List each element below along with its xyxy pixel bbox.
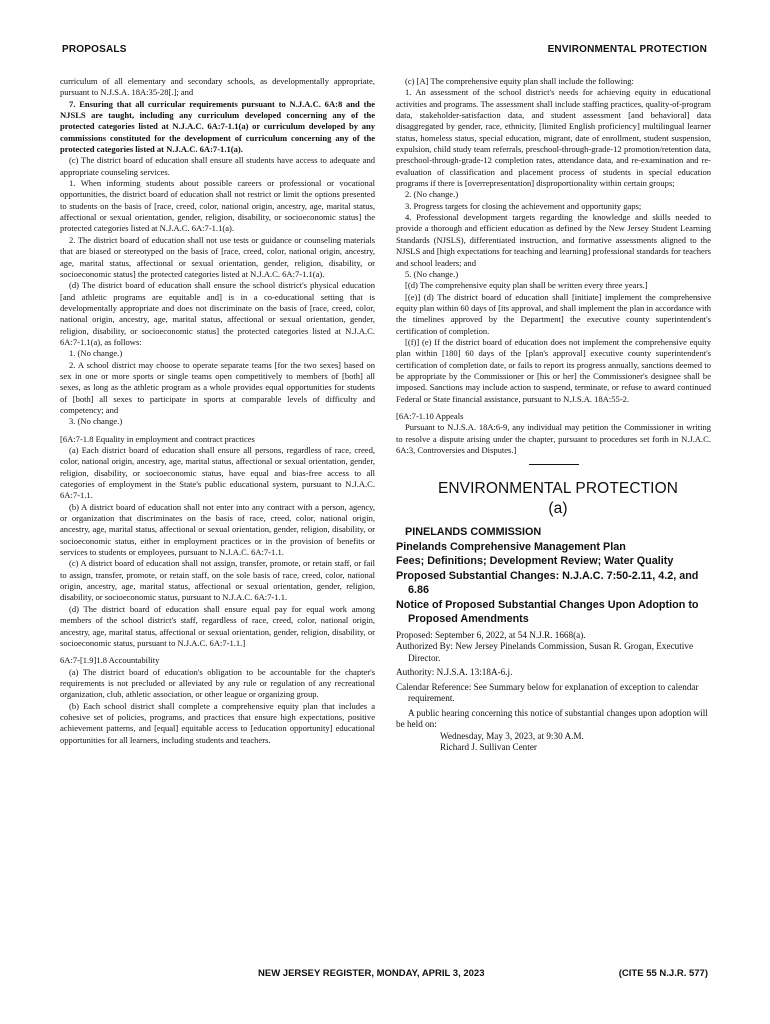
hearing-paragraph: A public hearing concerning this notice of substantial changes upon adoption will be held on: xyxy=(396,707,708,730)
paragraph: (a) Each district board of education shall ensure all persons, regardless of race, creed, color, national origin, ancestry, age, marital status, affectional or sexual orientation, gender, religion, disability, or socioeconomic status, have equal and bias-free access to all categories of employment in the State's public educational system, pursuant to N.J.A.C. 6A:7-1.1. xyxy=(60,445,375,501)
footer-right: (CITE 55 N.J.R. 577) xyxy=(618,968,708,979)
paragraph: 2. (No change.) xyxy=(405,189,459,200)
paragraph: 1. An assessment of the school district's needs for achieving equity in educational activities and programs. The assessment shall include staffing practices, quality-of-program data, stakeholder-satisfaction data, and student assessment [and behavioral] data disaggregated by gender, race, ethnicity, [limited English proficiency] multilingual learner status, homeless status, special education, migrant, date of enrollment, student suspension, expulsion, child study team referrals, preschool-through-grade-12 promotion/retention data, preschool-through-grade-12 completion rates, attendance data, and re-examination and re-evaluation of classification and placement process of students in special education programs if there is [overrepresentation] disproportionality within certain groups; xyxy=(396,87,711,189)
calendar-line: Calendar Reference: See Summary below for explanation of exception to calendar requirement. xyxy=(396,681,699,704)
paragraph: (d) The district board of education shall ensure equal pay for equal work among members of the school district's staff, regardless of race, creed, color, national origin, ancestry, age, marital status, affectional or sexual orientation, gender, religion, disability, or socioeconomic status, pursuant to N.J.A.C. 6A:7-1.1.] xyxy=(60,603,375,648)
paragraph: [(e)] (d) The district board of education shall [initiate] implement the comprehensive equity plan within 60 days of [its approval, and shall implement the plan in accordance with the timelines approved by the Department] the executive county superintendent's certification of completion. xyxy=(396,291,711,336)
paragraph: (b) Each school district shall complete a comprehensive equity plan that includes a cohesive set of policies, programs, and practices that ensure high expectations, positive achievement patterns, and [equal] equitable access to [education opportunity] educational opportunities for all learners, including students and teachers. xyxy=(60,700,375,745)
paragraph: Pursuant to N.J.S.A. 18A:6-9, any individual may petition the Commissioner in writing to resolve a dispute arising under the chapter, pursuant to procedures set forth in N.J.A.C. 6A:3, Controversies and Disputes.] xyxy=(396,422,711,455)
running-header-right: ENVIRONMENTAL PROTECTION xyxy=(547,44,707,55)
notice-heading: Fees; Definitions; Development Review; Water Quality xyxy=(396,555,674,568)
authority-line: Authority: N.J.S.A. 13:18A-6.j. xyxy=(396,667,513,678)
agency-name: PINELANDS COMMISSION xyxy=(405,526,542,539)
paragraph: 2. A school district may choose to operate separate teams [for the two sexes] based on sex in one or more sports or single teams open competitively to members of [both] all sexes, as long as the athletic program as a whole provides equal opportunities for students of [both] all sexes to participate in sports at comparable levels of difficulty and competency; and xyxy=(60,359,375,415)
section-heading: [6A:7-1.10 Appeals xyxy=(396,410,464,421)
paragraph: 1. (No change.) xyxy=(69,348,123,359)
left-column xyxy=(60,76,375,746)
paragraph: 3. (No change.) xyxy=(69,416,123,427)
paragraph: (c) [A] The comprehensive equity plan shall include the following: xyxy=(405,76,634,86)
proposed-line: Proposed: September 6, 2022, at 54 N.J.R. 1668(a). xyxy=(396,629,586,640)
authorized-line: Authorized By: New Jersey Pinelands Commission, Susan R. Grogan, Executive Director. xyxy=(396,641,694,663)
paragraph: (d) The district board of education shall ensure the school district's physical education [and athletic programs are equitable and] is in a co-educational setting that is developmentally appropriate and does not discriminate on the basis of [race, creed, color, national origin, ancestry, age, marital status, affectional or sexual orientation, gender, religion, disability, or socioeconomic status] the protected categories listed at N.J.A.C. 6A:7-1.1(a), as follows: xyxy=(60,280,375,347)
paragraph: 7. Ensuring that all curricular requirements pursuant to N.J.A.C. 6A:8 and the NJSLS are taught, including any curriculum developed concerning any of the protected categories listed at N.J.A.C. 6A:7-1.1(a) or curriculum developed by any commissions constituted for the development of curriculum concerning any of the protected categories listed at N.J.A.C. 6A:7-1.1(a). xyxy=(60,98,375,155)
paragraph: 4. Professional development targets regarding the knowledge and skills needed to provide a thorough and efficient education as defined by the New Jersey Student Learning Standards (NJSLS), differentiated instruction, and formative assessments aligned to the NJSLS and [high expectations for teaching and learning] professional standards for teachers and school leaders; and xyxy=(396,212,711,268)
notice-heading: Proposed Substantial Changes: N.J.A.C. 7:50-2.11, 4.2, and 6.86 xyxy=(396,569,699,597)
footer-left: NEW JERSEY REGISTER, MONDAY, APRIL 3, 2023 xyxy=(258,968,485,979)
section-title: ENVIRONMENTAL PROTECTION xyxy=(437,480,679,498)
paragraph: 2. The district board of education shall not use tests or guidance or counseling materials that are biased or stereotyped on the basis of [race, creed, color, national origin, ancestry, age, marital status, affectional or sexual orientation, gender, religion, disability, or socioeconomic status] the protected categories listed at N.J.A.C. 6A:7-1.1(a). xyxy=(60,234,375,279)
notice-marker: (a) xyxy=(548,500,568,518)
notice-heading: Pinelands Comprehensive Management Plan xyxy=(396,540,626,553)
hearing-place: Richard J. Sullivan Center xyxy=(440,742,537,753)
paragraph: [(d) The comprehensive equity plan shall be written every three years.] xyxy=(405,280,648,291)
paragraph: [(f)] (e) If the district board of education does not implement the comprehensive equity plan within [180] 60 days of the [plan's approval] executive county superintendent's certification of completion date, or fails to report its progress annually, sanctions deemed to be appropriate by the Commissioner or [his or her] the Commissioner's designee shall be imposed. Sanctions may include action to suspend, terminate, or refuse to award continued Federal or State financial assistance, pursuant to N.J.S.A. 18A:55-2. xyxy=(396,336,711,404)
separator-rule xyxy=(529,464,579,465)
section-heading: [6A:7-1.8 Equality in employment and contract practices xyxy=(60,433,255,444)
paragraph: curriculum of all elementary and secondary schools, as developmentally appropriate, pursuant to N.J.S.A. 18A:35-28[.]; and xyxy=(60,76,375,98)
section-heading: 6A:7-[1.9]1.8 Accountability xyxy=(60,655,160,666)
paragraph: 1. When informing students about possible careers or professional or vocational opportunities, the district board of education shall not restrict or limit the options presented to students on the basis of [race, creed, color, national origin, ancestry, age, marital status, affectional or sexual orientation, gender, religion, disability, or socioeconomic status] the protected categories listed at N.J.A.C. 6A:7-1.1(a). xyxy=(60,178,375,234)
running-header-left: PROPOSALS xyxy=(62,44,127,55)
paragraph: (c) The district board of education shall ensure all students have access to adequate and appropriate counseling services. xyxy=(60,155,375,177)
paragraph: 5. (No change.) xyxy=(405,268,459,279)
hearing-date: Wednesday, May 3, 2023, at 9:30 A.M. xyxy=(440,730,584,741)
paragraph: (b) A district board of education shall not enter into any contract with a person, agency, or organization that discriminates on the basis of race, creed, color, national origin, ancestry, age, marital status, affectional or sexual orientation, gender, religion, disability, or socioeconomic status, either in employment practices or in the provision of benefits or services to students or employees, pursuant to N.J.A.C. 6A:7-1.1. xyxy=(60,501,375,558)
paragraph: (a) The district board of education's obligation to be accountable for the chapter's requirements is not precluded or alleviated by any rule or regulation of any recreational organization, club, athletic association, or other league or organizing group. xyxy=(60,666,375,700)
paragraph: 3. Progress targets for closing the achievement and opportunity gaps; xyxy=(405,200,642,211)
paragraph: (c) A district board of education shall not assign, transfer, promote, or retain staff, or fail to assign, transfer, promote, or retain staff, on the sole basis of race, creed, color, national origin, ancestry, age, marital status, affectional or sexual orientation, gender, religion, disability, or socioeconomic status, pursuant to N.J.A.C. 6A:7-1.1. xyxy=(60,558,375,603)
notice-heading: Notice of Proposed Substantial Changes Upon Adoption to Proposed Amendments xyxy=(396,598,699,626)
right-column xyxy=(396,76,711,754)
